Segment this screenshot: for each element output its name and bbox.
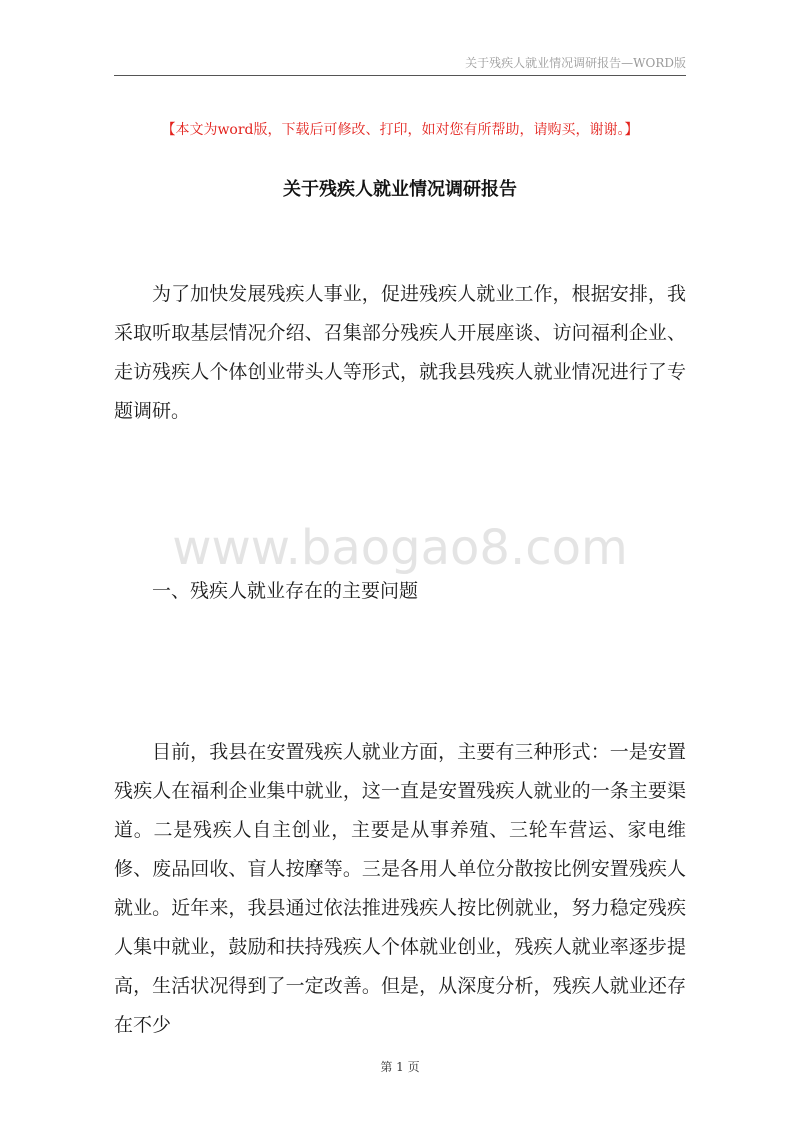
word-version-notice: 【本文为word版，下载后可修改、打印，如对您有所帮助，请购买，谢谢。】 (161, 122, 639, 138)
page-number: 第 1 页 (380, 1060, 420, 1074)
section-heading-main-problems: 一、残疾人就业存在的主要问题 (152, 580, 419, 602)
site-watermark: www.baogao8.com (172, 520, 628, 576)
header-divider (114, 75, 686, 76)
intro-paragraph: 为了加快发展残疾人事业，促进残疾人就业工作，根据安排，我采取听取基层情况介绍、召集部分残疾人开展座谈、访问福利企业、走访残疾人个体创业带头人等形式，就我县残疾人就业情况进行了专题调研。 (114, 283, 686, 422)
running-header-title: 关于残疾人就业情况调研报告—WORD版 (465, 56, 686, 70)
body-paragraph: 目前，我县在安置残疾人就业方面，主要有三种形式：一是安置残疾人在福利企业集中就业，这一直是安置残疾人就业的一条主要渠道。二是残疾人自主创业，主要是从事养殖、三轮车营运、家电维修、废品回收、盲人按摩等。三是各用人单位分散按比例安置残疾人就业。近年来，我县通过依法推进残疾人按比例就业，努力稳定残疾人集中就业，鼓励和扶持残疾人个体就业创业，残疾人就业率逐步提高，生活状况得到了一定改善。但是，从深度分析，残疾人就业还存在不少 (114, 741, 686, 1036)
document-title: 关于残疾人就业情况调研报告 (283, 179, 517, 200)
